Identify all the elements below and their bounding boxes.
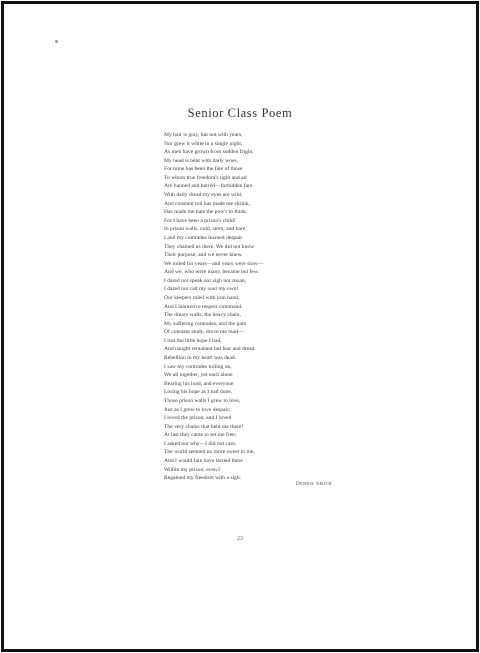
poem-line: Has made me hate the pow'r to think, — [164, 209, 248, 216]
poem-line: In prison walls, cold, stern, and bare, — [164, 226, 247, 233]
poem-line: I dared not call my soul my own! — [164, 286, 239, 293]
poem-line: And naught remained but fear and dread. — [164, 346, 256, 353]
poem-line: I loved the prison, and I loved — [164, 415, 232, 422]
poem-line: Bearing his load, and everyone — [164, 380, 234, 387]
poem-line: With daily dread my eyes are wild, — [164, 192, 243, 199]
poem-line: At last they came to set me free; — [164, 432, 237, 439]
poem-line: I saw my comrades toiling on, — [164, 363, 232, 370]
poem-line: And we, who were many, became but few. — [164, 269, 259, 276]
poem-line: And I learned to respect command. — [164, 303, 243, 310]
poem-line: For mine has been the fate of those — [164, 166, 243, 173]
poem-line: We all together, yet each alone — [164, 372, 233, 379]
poem-line: I asked not why—I did not care; — [164, 440, 237, 447]
paper-speck — [55, 40, 58, 43]
poem-line: Losing his hope as I had done. — [164, 389, 233, 396]
poem-line: For I have been a prison's child! — [164, 217, 236, 224]
poem-line: To whom true freedom's light and air — [164, 174, 247, 181]
page-number: 23 — [237, 536, 243, 542]
poem-line: Nor grew it white in a single night, — [164, 140, 243, 147]
poem-line: We toiled for years—and years were slow— — [164, 260, 264, 267]
poem-line: As men have grown from sudden fright. — [164, 149, 254, 156]
poem-line: The world seemed no more sweet to me, — [164, 449, 255, 456]
poem-line: Those prison walls I grew to love, — [164, 397, 241, 404]
poem-line: Are banned and barred—forbidden fare. — [164, 183, 254, 190]
poem-line: Their purpose; and we never knew. — [164, 252, 243, 259]
poem-body — [164, 131, 263, 483]
poem-line: Our keepers ruled with iron hand, — [164, 294, 240, 301]
poem-title: Senior Class Poem — [187, 106, 293, 120]
poem-line: Within my prison; even I — [164, 466, 221, 473]
poem-line: My hair is gray, but not with years, — [164, 132, 243, 138]
poem-line: And I would fain have tarried there — [164, 457, 243, 464]
poem-line: I dared not speak nor sigh nor moan, — [164, 277, 247, 284]
poem-line: Regained my freedom with a sigh. — [164, 475, 242, 482]
poem-line: Of constant study, drove me mad— — [164, 329, 244, 336]
poem-line: My suffering comrades, and the pain — [164, 320, 247, 327]
poem-line: They chained us there. We did not know — [164, 243, 255, 250]
poem-line: I and my comrades learned despair. — [164, 234, 244, 241]
poem-line: The dreary walls, the heavy chain, — [164, 312, 241, 319]
poem-line: Just as I grew to love despair; — [164, 406, 231, 413]
poem-line: Rebellion in my heart was dead. — [164, 355, 237, 362]
poem-line: The very chains that held me there! — [164, 423, 244, 430]
poem-line: My head is bent with daily woes, — [164, 157, 239, 164]
poem-line: And constant toil has made me shrink, — [164, 200, 250, 207]
poem-author: Debbie Smith — [296, 481, 332, 487]
poem-line: I lost the little hope I had, — [164, 337, 222, 344]
